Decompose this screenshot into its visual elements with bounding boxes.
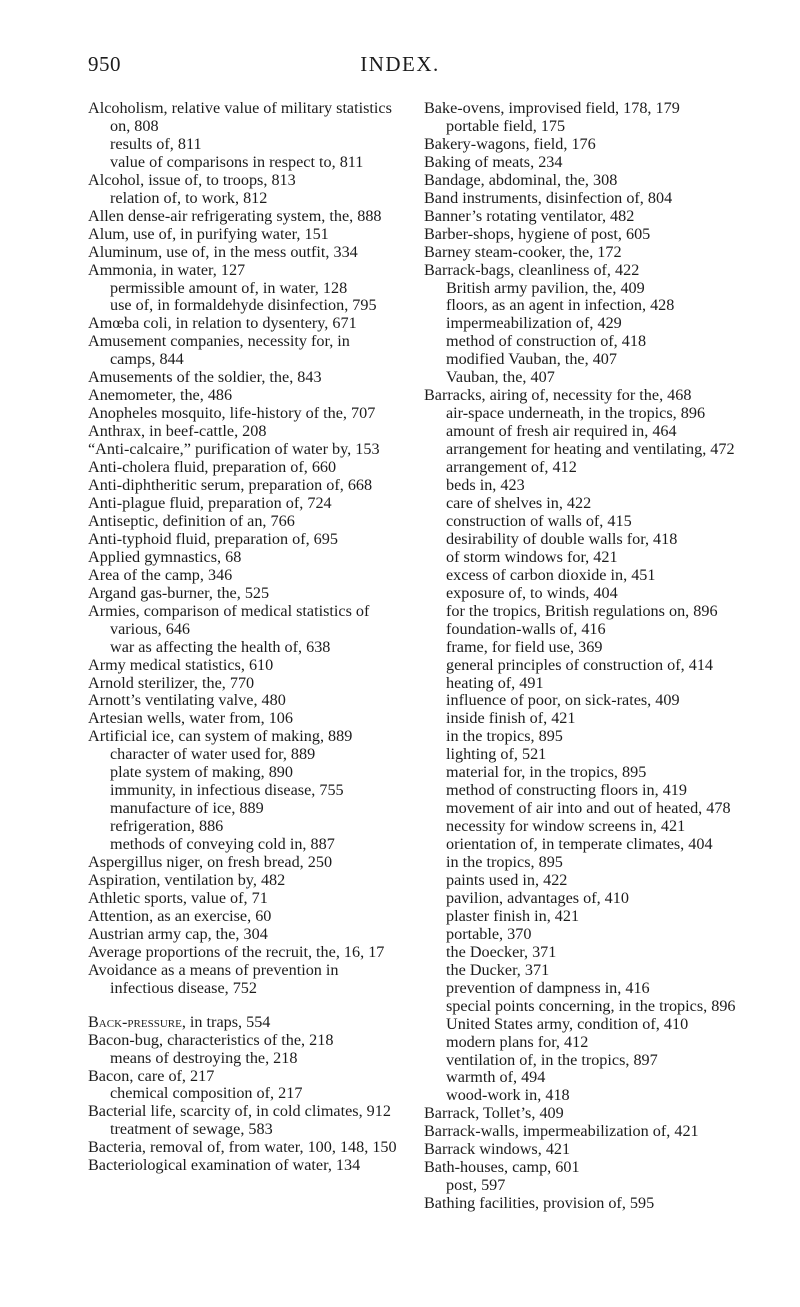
index-entry: Amusements of the soldier, the, 843 xyxy=(88,368,322,387)
index-entry: Barney steam-cooker, the, 172 xyxy=(424,242,622,261)
index-entry: Bacterial life, scarcity of, in cold climates, 912 xyxy=(88,1102,391,1121)
index-entry: for the tropics, British regulations on, 896 xyxy=(446,601,718,620)
index-entry: Band instruments, disinfection of, 804 xyxy=(424,188,673,207)
index-entry: Alcohol, issue of, to troops, 813 xyxy=(88,170,296,189)
index-entry: post, 597 xyxy=(446,1176,506,1195)
index-entry-rest: , in traps, 554 xyxy=(181,1012,271,1031)
index-entry: value of comparisons in respect to, 811 xyxy=(110,152,364,171)
index-entry: “Anti-calcaire,” purification of water by, 153 xyxy=(88,440,380,459)
page-header xyxy=(0,52,800,82)
index-entry: Bacteriological examination of water, 134 xyxy=(88,1156,361,1175)
index-entry: Bake-ovens, improvised field, 178, 179 xyxy=(424,99,680,117)
index-entry: floors, as an agent in infection, 428 xyxy=(446,296,675,315)
index-entry: Alcoholism, relative value of military statistics on, 808 xyxy=(88,99,392,135)
index-entry-lead: Back-pressure xyxy=(88,1012,182,1031)
index-entry: means of destroying the, 218 xyxy=(110,1048,298,1067)
index-entry: excess of carbon dioxide in, 451 xyxy=(446,565,656,584)
index-entry: Barrack-walls, impermeabilization of, 421 xyxy=(424,1122,699,1141)
index-entry: Anti-cholera fluid, preparation of, 660 xyxy=(88,458,337,477)
index-entry: paints used in, 422 xyxy=(446,870,568,889)
index-entry: Avoidance as a means of prevention in infectious disease, 752 xyxy=(88,960,339,997)
index-entry: Barrack windows, 421 xyxy=(424,1140,571,1159)
index-entry: arrangement of, 412 xyxy=(446,458,577,477)
index-entry: warmth of, 494 xyxy=(446,1068,546,1087)
index-entry: modern plans for, 412 xyxy=(446,1032,589,1051)
index-entry: arrangement for heating and ventilating, 472 xyxy=(446,440,735,459)
index-entry: Aluminum, use of, in the mess outfit, 334 xyxy=(88,242,358,261)
index-entry: chemical composition of, 217 xyxy=(110,1084,303,1103)
index-entry: Alum, use of, in purifying water, 151 xyxy=(88,224,329,243)
index-entry: Anti-typhoid fluid, preparation of, 695 xyxy=(88,529,338,548)
index-entry: Argand gas-burner, the, 525 xyxy=(88,583,270,602)
index-entry xyxy=(88,1014,398,1032)
index-entry: construction of walls of, 415 xyxy=(446,511,632,530)
index-entry: Banner’s rotating ventilator, 482 xyxy=(424,206,635,225)
index-entry: Barrack, Tollet’s, 409 xyxy=(424,1104,564,1123)
index-entry: the Ducker, 371 xyxy=(446,960,550,979)
index-entry: use of, in formaldehyde disinfection, 795 xyxy=(110,296,377,315)
index-entry: character of water used for, 889 xyxy=(110,745,316,764)
index-entry: Anemometer, the, 486 xyxy=(88,386,233,405)
index-entry: treatment of sewage, 583 xyxy=(110,1120,273,1139)
page-number: 950 xyxy=(88,52,121,76)
index-entry: British army pavilion, the, 409 xyxy=(446,278,645,297)
index-entry: Amœba coli, in relation to dysentery, 671 xyxy=(88,314,357,333)
index-entry: heating of, 491 xyxy=(446,673,544,692)
index-entry: inside finish of, 421 xyxy=(446,709,576,728)
index-entry: Bacon, care of, 217 xyxy=(88,1066,215,1085)
index-entry: lighting of, 521 xyxy=(446,745,547,764)
index-entry: Anopheles mosquito, life-history of the, 707 xyxy=(88,404,376,423)
index-entry: Bandage, abdominal, the, 308 xyxy=(424,170,618,189)
index-entry: Applied gymnastics, 68 xyxy=(88,547,242,566)
index-entry: Austrian army cap, the, 304 xyxy=(88,924,268,943)
index-entry: orientation of, in temperate climates, 404 xyxy=(446,835,713,854)
index-entry: Vauban, the, 407 xyxy=(446,368,555,387)
index-column-left xyxy=(88,100,398,1175)
index-entry: the Doecker, 371 xyxy=(446,942,557,961)
index-entry: Aspergillus niger, on fresh bread, 250 xyxy=(88,853,333,872)
index-entry: in the tropics, 895 xyxy=(446,853,563,872)
index-entry: Antiseptic, definition of an, 766 xyxy=(88,511,295,530)
index-entry: beds in, 423 xyxy=(446,476,525,495)
index-entry: immunity, in infectious disease, 755 xyxy=(110,781,344,800)
index-entry: Athletic sports, value of, 71 xyxy=(88,888,268,907)
index-entry: foundation-walls of, 416 xyxy=(446,619,606,638)
index-entry: Bathing facilities, provision of, 595 xyxy=(424,1194,655,1213)
index-entry: Armies, comparison of medical statistics of various, 646 xyxy=(88,601,370,638)
index-entry: special points concerning, in the tropics, 896 xyxy=(446,996,736,1015)
index-entry: Barber-shops, hygiene of post, 605 xyxy=(424,224,651,243)
index-entry: results of, 811 xyxy=(110,134,202,153)
index-entry: necessity for window screens in, 421 xyxy=(446,817,686,836)
index-entry: care of shelves in, 422 xyxy=(446,493,592,512)
index-entry: material for, in the tropics, 895 xyxy=(446,763,647,782)
index-entry: modified Vauban, the, 407 xyxy=(446,350,617,369)
index-entry: plaster finish in, 421 xyxy=(446,906,580,925)
index-entry: pavilion, advantages of, 410 xyxy=(446,888,629,907)
index-entry: Army medical statistics, 610 xyxy=(88,655,274,674)
index-entry: influence of poor, on sick-rates, 409 xyxy=(446,691,680,710)
index-entry: exposure of, to winds, 404 xyxy=(446,583,618,602)
index-entry: impermeabilization of, 429 xyxy=(446,314,622,333)
index-entry: method of constructing floors in, 419 xyxy=(446,781,687,800)
index-entry: Attention, as an exercise, 60 xyxy=(88,906,272,925)
index-entry: Allen dense-air refrigerating system, the, 888 xyxy=(88,206,382,225)
index-entry: relation of, to work, 812 xyxy=(110,188,268,207)
index-entry: refrigeration, 886 xyxy=(110,817,224,836)
index-entry: portable field, 175 xyxy=(446,116,566,135)
index-entry: prevention of dampness in, 416 xyxy=(446,978,650,997)
index-entry: Artificial ice, can system of making, 889 xyxy=(88,727,353,746)
index-entry: Arnott’s ventilating valve, 480 xyxy=(88,691,286,710)
index-entry: United States army, condition of, 410 xyxy=(446,1014,689,1033)
index-entry: Arnold sterilizer, the, 770 xyxy=(88,673,255,692)
index-entry: frame, for field use, 369 xyxy=(446,637,603,656)
index-entry: Ammonia, in water, 127 xyxy=(88,260,246,279)
index-entry: Area of the camp, 346 xyxy=(88,565,233,584)
index-entry: movement of air into and out of heated, 478 xyxy=(446,799,731,818)
index-entry: desirability of double walls for, 418 xyxy=(446,529,678,548)
index-entry: Bacon-bug, characteristics of the, 218 xyxy=(88,1030,334,1049)
index-entry: Bacteria, removal of, from water, 100, 148, 150 xyxy=(88,1138,397,1157)
index-entry: Baking of meats, 234 xyxy=(424,152,563,171)
index-entry: ventilation of, in the tropics, 897 xyxy=(446,1050,658,1069)
index-entry: wood-work in, 418 xyxy=(446,1086,570,1105)
index-entry: general principles of construction of, 414 xyxy=(446,655,714,674)
index-entry: Bath-houses, camp, 601 xyxy=(424,1158,580,1177)
index-entry: manufacture of ice, 889 xyxy=(110,799,264,818)
index-entry: amount of fresh air required in, 464 xyxy=(446,422,677,441)
index-entry: air-space underneath, in the tropics, 896 xyxy=(446,404,706,423)
index-entry: in the tropics, 895 xyxy=(446,727,563,746)
index-entry: Anthrax, in beef-cattle, 208 xyxy=(88,422,267,441)
index-entry: war as affecting the health of, 638 xyxy=(110,637,331,656)
index-entry: Average proportions of the recruit, the, 16, 17 xyxy=(88,942,385,961)
index-column-right xyxy=(424,100,736,1213)
index-entry: Barracks, airing of, necessity for the, 468 xyxy=(424,386,692,405)
index-entry: method of construction of, 418 xyxy=(446,332,647,351)
running-title: INDEX. xyxy=(360,52,440,76)
index-entry: Artesian wells, water from, 106 xyxy=(88,709,293,728)
index-entry: Anti-diphtheritic serum, preparation of, 668 xyxy=(88,476,373,495)
index-entry: of storm windows for, 421 xyxy=(446,547,618,566)
index-entry: Bakery-wagons, field, 176 xyxy=(424,134,596,153)
index-entry: Barrack-bags, cleanliness of, 422 xyxy=(424,260,640,279)
index-entry: Anti-plague fluid, preparation of, 724 xyxy=(88,493,332,512)
index-entry: methods of conveying cold in, 887 xyxy=(110,835,335,854)
index-entry: Aspiration, ventilation by, 482 xyxy=(88,870,286,889)
index-entry: Amusement companies, necessity for, in camps, 844 xyxy=(88,332,350,369)
index-entry: permissible amount of, in water, 128 xyxy=(110,278,348,297)
index-entry: plate system of making, 890 xyxy=(110,763,293,782)
index-entry: portable, 370 xyxy=(446,924,532,943)
